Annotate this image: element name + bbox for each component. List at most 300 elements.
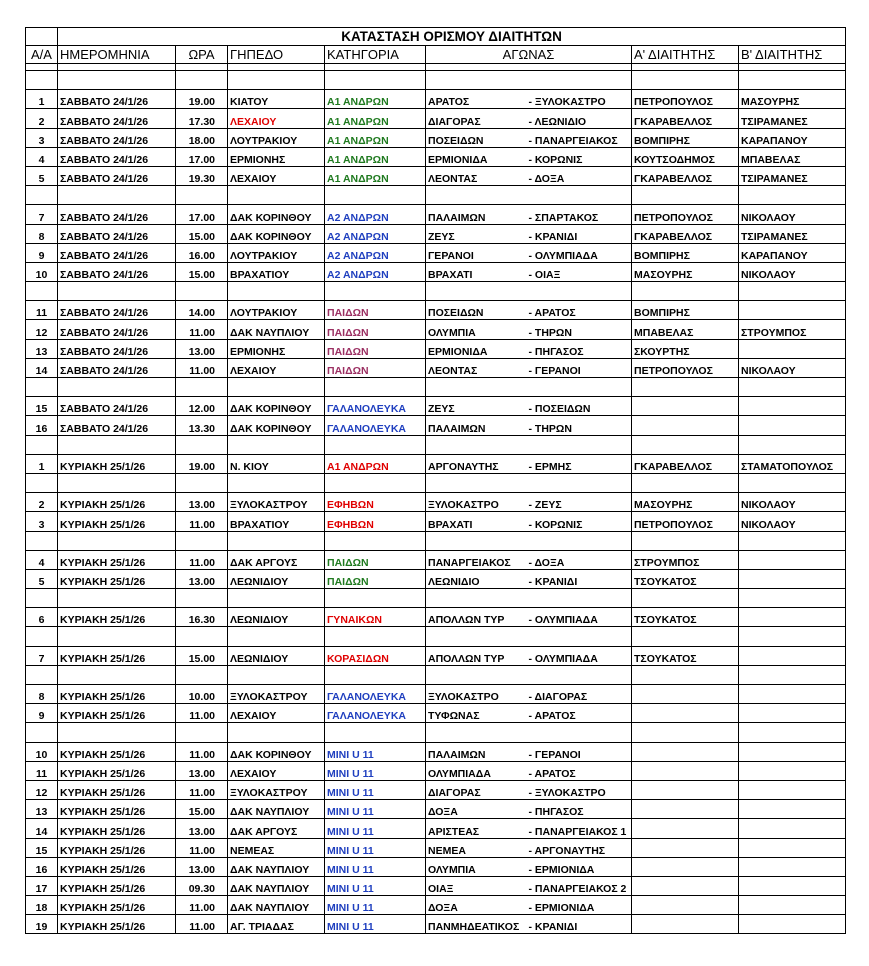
cell-aa: 17 [26, 876, 58, 895]
cell-category: ΓΑΛΑΝΟΛΕΥΚΑ [325, 704, 426, 723]
sheet-title: ΚΑΤΑΣΤΑΣΗ ΟΡΙΣΜΟΥ ΔΙΑΙΤΗΤΩΝ [58, 28, 846, 46]
cell-category: ΠΑΙΔΩΝ [325, 339, 426, 358]
cell-venue: ΛΕΧΑΙΟΥ [228, 704, 325, 723]
cell-aa: 12 [26, 320, 58, 339]
cell-referee-b: ΜΠΑΒΕΛΑΣ [739, 147, 846, 166]
table-row [26, 320, 846, 339]
cell-venue: ΛΕΧΑΙΟΥ [228, 109, 325, 128]
cell-time: 16.00 [176, 243, 228, 262]
cell-aa: 10 [26, 742, 58, 761]
cell-aa: 2 [26, 109, 58, 128]
cell-referee-b: ΤΣΙΡΑΜΑΝΕΣ [739, 166, 846, 185]
cell-referee-b [739, 819, 846, 838]
cell-referee-b: ΝΙΚΟΛΑΟΥ [739, 512, 846, 531]
table-row [26, 397, 846, 416]
cell-time: 11.00 [176, 512, 228, 531]
cell-home-team: ΞΥΛΟΚΑΣΤΡΟ [426, 493, 527, 512]
table-row [26, 761, 846, 780]
cell-referee-a [632, 896, 739, 915]
cell-referee-a [632, 857, 739, 876]
cell-referee-b: ΣΤΑΜΑΤΟΠΟΥΛΟΣ [739, 454, 846, 473]
cell-home-team: ΟΛΥΜΠΙΑ [426, 857, 527, 876]
cell-home-team: ΟΛΥΜΠΙΑΔΑ [426, 761, 527, 780]
cell-home-team: ΠΑΝΑΡΓΕΙΑΚΟΣ [426, 550, 527, 569]
cell-away-team: - ΚΟΡΩΝΙΣ [527, 147, 632, 166]
cell-home-team: ΝΕΜΕΑ [426, 838, 527, 857]
cell-away-team: - ΔΟΞΑ [527, 166, 632, 185]
cell-category: ΠΑΙΔΩΝ [325, 569, 426, 588]
table-row [26, 166, 846, 185]
cell-away-team: - ΕΡΜΗΣ [527, 454, 632, 473]
cell-date: ΣΑΒΒΑΤΟ 24/1/26 [58, 358, 176, 377]
cell-time: 15.00 [176, 262, 228, 281]
cell-time: 13.00 [176, 569, 228, 588]
cell-referee-b [739, 416, 846, 435]
cell-aa: 8 [26, 685, 58, 704]
cell-referee-a [632, 876, 739, 895]
cell-venue: Ν. ΚΙΟΥ [228, 454, 325, 473]
cell-referee-b: ΝΙΚΟΛΑΟΥ [739, 358, 846, 377]
cell-aa: 6 [26, 608, 58, 627]
table-row [26, 147, 846, 166]
cell-aa: 16 [26, 857, 58, 876]
table-row [26, 838, 846, 857]
cell-category: ΚΟΡΑΣΙΔΩΝ [325, 646, 426, 665]
cell-date: ΣΑΒΒΑΤΟ 24/1/26 [58, 262, 176, 281]
cell-aa: 5 [26, 569, 58, 588]
cell-referee-b [739, 569, 846, 588]
header-ref-a: Α' ΔΙΑΙΤΗΤΗΣ [632, 46, 739, 64]
cell-venue: ΛΕΧΑΙΟΥ [228, 761, 325, 780]
cell-category: Α1 ΑΝΔΡΩΝ [325, 90, 426, 109]
cell-date: ΚΥΡΙΑΚΗ 25/1/26 [58, 876, 176, 895]
cell-aa: 13 [26, 339, 58, 358]
cell-venue: ΔΑΚ ΝΑΥΠΛΙΟΥ [228, 320, 325, 339]
title-left-cell [26, 28, 58, 46]
cell-away-team: - ΟΙΑΞ [527, 262, 632, 281]
cell-referee-b: ΝΙΚΟΛΑΟΥ [739, 205, 846, 224]
cell-time: 17.00 [176, 147, 228, 166]
cell-category: ΠΑΙΔΩΝ [325, 550, 426, 569]
cell-referee-a: ΠΕΤΡΟΠΟΥΛΟΣ [632, 90, 739, 109]
cell-home-team: ΛΕΟΝΤΑΣ [426, 358, 527, 377]
cell-home-team: ΑΠΟΛΛΩΝ ΤΥΡ [426, 608, 527, 627]
cell-time: 13.00 [176, 493, 228, 512]
cell-category: ΠΑΙΔΩΝ [325, 301, 426, 320]
cell-aa: 7 [26, 205, 58, 224]
cell-aa: 9 [26, 704, 58, 723]
cell-home-team: ΛΕΩΝΙΔΙΟ [426, 569, 527, 588]
cell-aa: 7 [26, 646, 58, 665]
table-row [26, 205, 846, 224]
cell-time: 09.30 [176, 876, 228, 895]
cell-venue: ΔΑΚ ΝΑΥΠΛΙΟΥ [228, 896, 325, 915]
cell-date: ΣΑΒΒΑΤΟ 24/1/26 [58, 90, 176, 109]
cell-aa: 4 [26, 550, 58, 569]
cell-home-team: ΞΥΛΟΚΑΣΤΡΟ [426, 685, 527, 704]
cell-referee-b [739, 646, 846, 665]
cell-referee-a [632, 742, 739, 761]
cell-home-team: ΑΡΙΣΤΕΑΣ [426, 819, 527, 838]
cell-referee-b: ΚΑΡΑΠΑΝΟΥ [739, 243, 846, 262]
cell-time: 11.00 [176, 320, 228, 339]
cell-referee-b [739, 876, 846, 895]
cell-time: 13.00 [176, 857, 228, 876]
cell-category: Α2 ΑΝΔΡΩΝ [325, 205, 426, 224]
cell-date: ΚΥΡΙΑΚΗ 25/1/26 [58, 857, 176, 876]
cell-referee-b [739, 608, 846, 627]
cell-away-team: - ΞΥΛΟΚΑΣΤΡΟ [527, 90, 632, 109]
cell-category: MINI U 11 [325, 800, 426, 819]
blank-row [26, 186, 846, 205]
table-row [26, 128, 846, 147]
cell-time: 14.00 [176, 301, 228, 320]
header-time: ΩΡΑ [176, 46, 228, 64]
table-row [26, 608, 846, 627]
cell-home-team: ΠΑΛΑΙΜΩΝ [426, 742, 527, 761]
table-row [26, 301, 846, 320]
title-row [26, 28, 846, 46]
cell-category: MINI U 11 [325, 857, 426, 876]
header-date: ΗΜΕΡΟΜΗΝΙΑ [58, 46, 176, 64]
spacer-row [26, 64, 846, 71]
cell-category: ΕΦΗΒΩΝ [325, 493, 426, 512]
table-row [26, 569, 846, 588]
cell-referee-a: ΠΕΤΡΟΠΟΥΛΟΣ [632, 512, 739, 531]
cell-aa: 8 [26, 224, 58, 243]
cell-venue: ΝΕΜΕΑΣ [228, 838, 325, 857]
header-aa: Α/Α [26, 46, 58, 64]
cell-referee-a: ΓΚΑΡΑΒΕΛΛΟΣ [632, 166, 739, 185]
cell-date: ΣΑΒΒΑΤΟ 24/1/26 [58, 147, 176, 166]
cell-home-team: ΠΑΛΑΙΜΩΝ [426, 416, 527, 435]
cell-venue: ΛΟΥΤΡΑΚΙΟΥ [228, 128, 325, 147]
cell-away-team: - ΞΥΛΟΚΑΣΤΡΟ [527, 780, 632, 799]
cell-referee-a: ΣΚΟΥΡΤΗΣ [632, 339, 739, 358]
table-row [26, 262, 846, 281]
cell-date: ΚΥΡΙΑΚΗ 25/1/26 [58, 512, 176, 531]
cell-date: ΣΑΒΒΑΤΟ 24/1/26 [58, 339, 176, 358]
cell-referee-b [739, 915, 846, 934]
cell-away-team: - ΕΡΜΙΟΝΙΔΑ [527, 896, 632, 915]
cell-home-team: ΟΙΑΞ [426, 876, 527, 895]
blank-row [26, 627, 846, 646]
cell-time: 13.00 [176, 339, 228, 358]
referee-assignment-sheet [25, 27, 845, 934]
cell-referee-a: ΓΚΑΡΑΒΕΛΛΟΣ [632, 109, 739, 128]
blank-row [26, 282, 846, 301]
cell-aa: 18 [26, 896, 58, 915]
cell-category: Α2 ΑΝΔΡΩΝ [325, 243, 426, 262]
table-row [26, 454, 846, 473]
cell-home-team: ΠΟΣΕΙΔΩΝ [426, 128, 527, 147]
cell-venue: ΛΕΧΑΙΟΥ [228, 166, 325, 185]
cell-referee-b [739, 838, 846, 857]
cell-referee-b: ΝΙΚΟΛΑΟΥ [739, 262, 846, 281]
cell-away-team: - ΚΡΑΝΙΔΙ [527, 915, 632, 934]
cell-date: ΚΥΡΙΑΚΗ 25/1/26 [58, 704, 176, 723]
cell-aa: 11 [26, 761, 58, 780]
cell-category: Α1 ΑΝΔΡΩΝ [325, 147, 426, 166]
cell-home-team: ΓΕΡΑΝΟΙ [426, 243, 527, 262]
cell-category: ΠΑΙΔΩΝ [325, 358, 426, 377]
cell-home-team: ΑΡΑΤΟΣ [426, 90, 527, 109]
cell-time: 10.00 [176, 685, 228, 704]
cell-home-team: ΤΥΦΩΝΑΣ [426, 704, 527, 723]
cell-away-team: - ΚΡΑΝΙΔΙ [527, 224, 632, 243]
cell-referee-a: ΤΣΟΥΚΑΤΟΣ [632, 569, 739, 588]
cell-away-team: - ΑΡΑΤΟΣ [527, 301, 632, 320]
cell-home-team: ΖΕΥΣ [426, 397, 527, 416]
cell-home-team: ΒΡΑΧΑΤΙ [426, 512, 527, 531]
cell-category: ΕΦΗΒΩΝ [325, 512, 426, 531]
cell-aa: 9 [26, 243, 58, 262]
table-row [26, 704, 846, 723]
cell-date: ΚΥΡΙΑΚΗ 25/1/26 [58, 454, 176, 473]
cell-time: 15.00 [176, 800, 228, 819]
blank-row [26, 665, 846, 684]
cell-home-team: ΠΑΛΑΙΜΩΝ [426, 205, 527, 224]
table-row [26, 550, 846, 569]
cell-aa: 3 [26, 512, 58, 531]
cell-time: 11.00 [176, 550, 228, 569]
cell-aa: 15 [26, 838, 58, 857]
cell-date: ΣΑΒΒΑΤΟ 24/1/26 [58, 416, 176, 435]
cell-away-team: - ΔΟΞΑ [527, 550, 632, 569]
cell-home-team: ΠΟΣΕΙΔΩΝ [426, 301, 527, 320]
cell-time: 12.00 [176, 397, 228, 416]
cell-aa: 14 [26, 819, 58, 838]
cell-referee-a [632, 685, 739, 704]
cell-date: ΚΥΡΙΑΚΗ 25/1/26 [58, 493, 176, 512]
cell-venue: ΒΡΑΧΑΤΙΟΥ [228, 262, 325, 281]
cell-referee-b [739, 780, 846, 799]
cell-referee-b: ΤΣΙΡΑΜΑΝΕΣ [739, 109, 846, 128]
cell-away-team: - ΓΕΡΑΝΟΙ [527, 358, 632, 377]
table-row [26, 876, 846, 895]
cell-time: 11.00 [176, 915, 228, 934]
cell-aa: 10 [26, 262, 58, 281]
cell-away-team: - ΚΟΡΩΝΙΣ [527, 512, 632, 531]
cell-away-team: - ΠΑΝΑΡΓΕΙΑΚΟΣ 2 [527, 876, 632, 895]
cell-venue: ΑΓ. ΤΡΙΑΔΑΣ [228, 915, 325, 934]
cell-category: Α1 ΑΝΔΡΩΝ [325, 128, 426, 147]
cell-date: ΚΥΡΙΑΚΗ 25/1/26 [58, 838, 176, 857]
cell-home-team: ΠΑΝΜΗΔΕΑΤΙΚΟΣ [426, 915, 527, 934]
cell-referee-a: ΓΚΑΡΑΒΕΛΛΟΣ [632, 454, 739, 473]
cell-aa: 3 [26, 128, 58, 147]
cell-venue: ΛΕΧΑΙΟΥ [228, 358, 325, 377]
cell-venue: ΔΑΚ ΚΟΡΙΝΘΟΥ [228, 742, 325, 761]
cell-venue: ΞΥΛΟΚΑΣΤΡΟΥ [228, 780, 325, 799]
cell-category: ΓΑΛΑΝΟΛΕΥΚΑ [325, 416, 426, 435]
table-row [26, 90, 846, 109]
cell-home-team: ΖΕΥΣ [426, 224, 527, 243]
cell-home-team: ΛΕΟΝΤΑΣ [426, 166, 527, 185]
cell-time: 19.00 [176, 454, 228, 473]
cell-time: 18.00 [176, 128, 228, 147]
cell-referee-b [739, 397, 846, 416]
cell-referee-a: ΒΟΜΠΙΡΗΣ [632, 301, 739, 320]
cell-category: ΓΑΛΑΝΟΛΕΥΚΑ [325, 685, 426, 704]
cell-referee-a [632, 838, 739, 857]
cell-referee-a: ΤΣΟΥΚΑΤΟΣ [632, 608, 739, 627]
cell-away-team: - ΕΡΜΙΟΝΙΔΑ [527, 857, 632, 876]
cell-aa: 12 [26, 780, 58, 799]
cell-date: ΚΥΡΙΑΚΗ 25/1/26 [58, 915, 176, 934]
cell-referee-b [739, 301, 846, 320]
cell-aa: 19 [26, 915, 58, 934]
cell-date: ΚΥΡΙΑΚΗ 25/1/26 [58, 569, 176, 588]
cell-venue: ΚΙΑΤΟΥ [228, 90, 325, 109]
cell-venue: ΕΡΜΙΟΝΗΣ [228, 339, 325, 358]
cell-referee-b: ΝΙΚΟΛΑΟΥ [739, 493, 846, 512]
cell-venue: ΔΑΚ ΑΡΓΟΥΣ [228, 819, 325, 838]
cell-away-team: - ΟΛΥΜΠΙΑΔΑ [527, 608, 632, 627]
blank-row [26, 378, 846, 397]
cell-venue: ΔΑΚ ΚΟΡΙΝΘΟΥ [228, 416, 325, 435]
cell-referee-a: ΒΟΜΠΙΡΗΣ [632, 243, 739, 262]
cell-time: 15.00 [176, 646, 228, 665]
cell-referee-a [632, 416, 739, 435]
cell-referee-a: ΣΤΡΟΥΜΠΟΣ [632, 550, 739, 569]
cell-category: Α1 ΑΝΔΡΩΝ [325, 166, 426, 185]
cell-venue: ΒΡΑΧΑΤΙΟΥ [228, 512, 325, 531]
cell-referee-a [632, 397, 739, 416]
cell-away-team: - ΓΕΡΑΝΟΙ [527, 742, 632, 761]
cell-away-team: - ΔΙΑΓΟΡΑΣ [527, 685, 632, 704]
cell-category: MINI U 11 [325, 742, 426, 761]
cell-referee-b: ΜΑΣΟΥΡΗΣ [739, 90, 846, 109]
cell-time: 11.00 [176, 838, 228, 857]
cell-away-team: - ΖΕΥΣ [527, 493, 632, 512]
cell-home-team: ΔΟΞΑ [426, 896, 527, 915]
blank-row [26, 723, 846, 742]
cell-referee-a [632, 761, 739, 780]
cell-category: MINI U 11 [325, 838, 426, 857]
cell-away-team: - ΤΗΡΩΝ [527, 320, 632, 339]
cell-referee-a: ΜΑΣΟΥΡΗΣ [632, 262, 739, 281]
cell-away-team: - ΚΡΑΝΙΔΙ [527, 569, 632, 588]
cell-date: ΚΥΡΙΑΚΗ 25/1/26 [58, 646, 176, 665]
cell-venue: ΔΑΚ ΚΟΡΙΝΘΟΥ [228, 205, 325, 224]
table-row [26, 512, 846, 531]
cell-venue: ΔΑΚ ΝΑΥΠΛΙΟΥ [228, 800, 325, 819]
cell-aa: 13 [26, 800, 58, 819]
cell-date: ΣΑΒΒΑΤΟ 24/1/26 [58, 128, 176, 147]
cell-date: ΚΥΡΙΑΚΗ 25/1/26 [58, 800, 176, 819]
cell-date: ΣΑΒΒΑΤΟ 24/1/26 [58, 166, 176, 185]
cell-away-team: - ΟΛΥΜΠΙΑΔΑ [527, 646, 632, 665]
cell-referee-b: ΤΣΙΡΑΜΑΝΕΣ [739, 224, 846, 243]
cell-category: MINI U 11 [325, 780, 426, 799]
cell-category: MINI U 11 [325, 896, 426, 915]
cell-aa: 2 [26, 493, 58, 512]
cell-venue: ΛΟΥΤΡΑΚΙΟΥ [228, 301, 325, 320]
cell-away-team: - ΑΡΑΤΟΣ [527, 761, 632, 780]
cell-time: 13.30 [176, 416, 228, 435]
cell-category: Α2 ΑΝΔΡΩΝ [325, 262, 426, 281]
cell-home-team: ΔΙΑΓΟΡΑΣ [426, 109, 527, 128]
cell-away-team: - ΟΛΥΜΠΙΑΔΑ [527, 243, 632, 262]
table-row [26, 339, 846, 358]
cell-venue: ΔΑΚ ΝΑΥΠΛΙΟΥ [228, 876, 325, 895]
table-row [26, 857, 846, 876]
cell-referee-b: ΚΑΡΑΠΑΝΟΥ [739, 128, 846, 147]
blank-row [26, 473, 846, 492]
cell-category: Α2 ΑΝΔΡΩΝ [325, 224, 426, 243]
table-row [26, 780, 846, 799]
cell-referee-b: ΣΤΡΟΥΜΠΟΣ [739, 320, 846, 339]
cell-away-team: - ΠΑΝΑΡΓΕΙΑΚΟΣ [527, 128, 632, 147]
cell-aa: 5 [26, 166, 58, 185]
cell-category: Α1 ΑΝΔΡΩΝ [325, 109, 426, 128]
cell-venue: ΕΡΜΙΟΝΗΣ [228, 147, 325, 166]
cell-aa: 16 [26, 416, 58, 435]
cell-date: ΚΥΡΙΑΚΗ 25/1/26 [58, 819, 176, 838]
cell-venue: ΔΑΚ ΑΡΓΟΥΣ [228, 550, 325, 569]
cell-category: ΓΑΛΑΝΟΛΕΥΚΑ [325, 397, 426, 416]
cell-time: 11.00 [176, 780, 228, 799]
blank-row [26, 589, 846, 608]
cell-referee-a: ΠΕΤΡΟΠΟΥΛΟΣ [632, 205, 739, 224]
cell-time: 13.00 [176, 819, 228, 838]
table-row [26, 646, 846, 665]
cell-date: ΚΥΡΙΑΚΗ 25/1/26 [58, 608, 176, 627]
cell-referee-b [739, 857, 846, 876]
cell-time: 16.30 [176, 608, 228, 627]
cell-date: ΣΑΒΒΑΤΟ 24/1/26 [58, 320, 176, 339]
header-venue: ΓΗΠΕΔΟ [228, 46, 325, 64]
header-row [26, 46, 846, 64]
cell-date: ΣΑΒΒΑΤΟ 24/1/26 [58, 301, 176, 320]
table-row [26, 109, 846, 128]
cell-referee-a: ΒΟΜΠΙΡΗΣ [632, 128, 739, 147]
cell-venue: ΔΑΚ ΝΑΥΠΛΙΟΥ [228, 857, 325, 876]
cell-away-team: - ΛΕΩΝΙΔΙΟ [527, 109, 632, 128]
cell-away-team: - ΠΑΝΑΡΓΕΙΑΚΟΣ 1 [527, 819, 632, 838]
cell-category: ΠΑΙΔΩΝ [325, 320, 426, 339]
cell-date: ΣΑΒΒΑΤΟ 24/1/26 [58, 205, 176, 224]
cell-home-team: ΕΡΜΙΟΝΙΔΑ [426, 147, 527, 166]
cell-referee-b [739, 704, 846, 723]
cell-venue: ΛΕΩΝΙΔΙΟΥ [228, 646, 325, 665]
cell-time: 17.30 [176, 109, 228, 128]
cell-category: MINI U 11 [325, 876, 426, 895]
cell-referee-b [739, 896, 846, 915]
cell-venue: ΛΕΩΝΙΔΙΟΥ [228, 608, 325, 627]
table-row [26, 416, 846, 435]
cell-home-team: ΟΛΥΜΠΙΑ [426, 320, 527, 339]
cell-time: 13.00 [176, 761, 228, 780]
cell-home-team: ΒΡΑΧΑΤΙ [426, 262, 527, 281]
cell-referee-a: ΚΟΥΤΣΟΔΗΜΟΣ [632, 147, 739, 166]
cell-category: Α1 ΑΝΔΡΩΝ [325, 454, 426, 473]
cell-referee-a: ΠΕΤΡΟΠΟΥΛΟΣ [632, 358, 739, 377]
blank-row [26, 435, 846, 454]
cell-referee-a: ΓΚΑΡΑΒΕΛΛΟΣ [632, 224, 739, 243]
cell-venue: ΞΥΛΟΚΑΣΤΡΟΥ [228, 685, 325, 704]
table-row [26, 800, 846, 819]
cell-referee-b [739, 550, 846, 569]
cell-referee-b [739, 742, 846, 761]
cell-time: 19.00 [176, 90, 228, 109]
cell-referee-a: ΜΑΣΟΥΡΗΣ [632, 493, 739, 512]
table-body [26, 28, 846, 934]
cell-time: 11.00 [176, 896, 228, 915]
cell-date: ΣΑΒΒΑΤΟ 24/1/26 [58, 109, 176, 128]
cell-referee-a [632, 819, 739, 838]
